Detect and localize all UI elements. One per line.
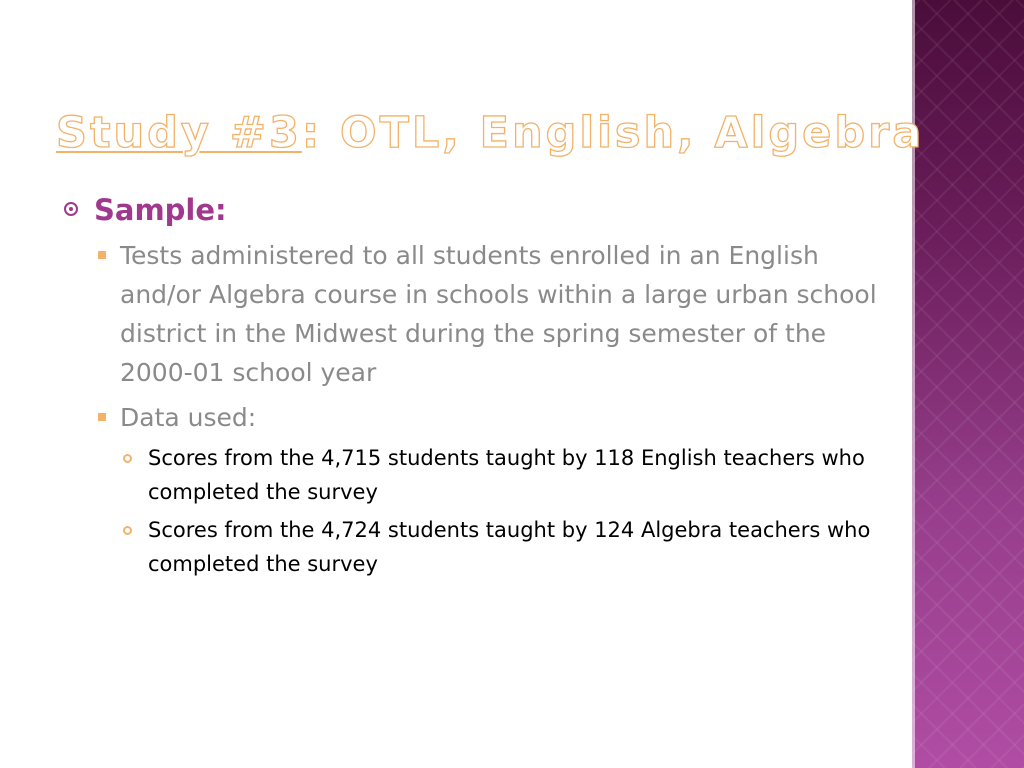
square-bullet-icon <box>98 251 106 259</box>
title-rest: : OTL, English, Algebra <box>301 108 925 158</box>
sample-point-text: Tests administered to all students enrolled in an English and/or Algebra course in schools within a large urban school district in the Midwest during the spring semester of the 2000-01 school year <box>120 241 877 387</box>
circle-bullet-icon <box>64 202 78 216</box>
sample-heading: Sample: <box>94 193 227 227</box>
sample-heading-item <box>60 190 880 230</box>
data-used-label: Data used: <box>120 403 257 432</box>
data-used-item <box>120 513 880 581</box>
data-used-point <box>94 398 880 437</box>
slide-title <box>56 108 924 158</box>
ring-bullet-icon <box>123 454 132 463</box>
decorative-side-band <box>912 0 1024 768</box>
title-underlined-part: Study #3 <box>56 108 302 158</box>
diamond-pattern <box>912 0 1024 768</box>
square-bullet-icon <box>98 413 106 421</box>
ring-bullet-icon <box>123 526 132 535</box>
slide-body <box>60 190 880 581</box>
data-used-item-text: Scores from the 4,715 students taught by 118 English teachers who completed the survey <box>148 446 865 504</box>
data-used-item-text: Scores from the 4,724 students taught by 124 Algebra teachers who completed the survey <box>148 518 871 576</box>
sample-point <box>94 236 880 392</box>
data-used-item <box>120 441 880 509</box>
